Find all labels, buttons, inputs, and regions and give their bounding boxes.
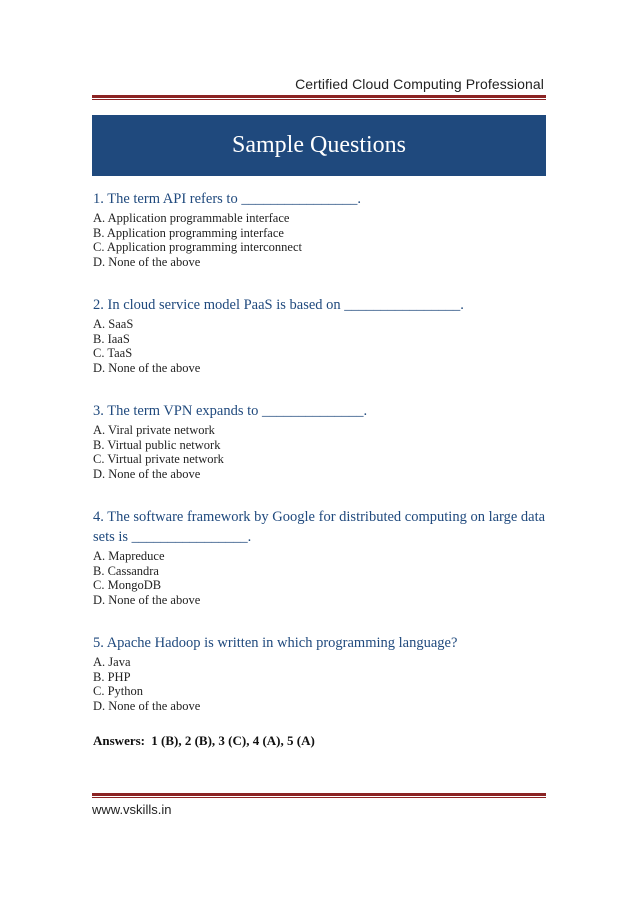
option-c: C. Virtual private network (93, 452, 224, 466)
option-a: A. Viral private network (93, 423, 215, 437)
option-b: B. Application programming interface (93, 225, 284, 240)
option-b: B. Virtual public network (93, 437, 221, 452)
option-d: D. None of the above (93, 360, 201, 375)
option-a: A. SaaS (93, 317, 134, 331)
footer-url: www.vskills.in (92, 802, 172, 817)
answers-label: Answers: (93, 733, 145, 748)
question-5 (93, 633, 553, 713)
question-1 (93, 189, 553, 269)
title-banner (92, 115, 546, 176)
option-b: B. Cassandra (93, 563, 159, 578)
option-b: B. PHP (93, 669, 131, 684)
option-c: C. Python (93, 684, 144, 698)
question-text: 1. The term API refers to ________________. (93, 191, 361, 207)
option-c: C. MongoDB (93, 578, 162, 592)
option-b: B. IaaS (93, 331, 130, 346)
question-text: 5. Apache Hadoop is written in which programming language? (93, 635, 458, 651)
page-header-title: Certified Cloud Computing Professional (295, 76, 544, 92)
option-d: D. None of the above (93, 466, 201, 481)
question-list (93, 189, 553, 739)
answer-key (93, 733, 315, 749)
answers-value: 1 (B), 2 (B), 3 (C), 4 (A), 5 (A) (151, 733, 315, 748)
option-a: A. Mapreduce (93, 549, 165, 563)
option-d: D. None of the above (93, 254, 201, 269)
question-2 (93, 295, 553, 375)
option-a: A. Application programmable interface (93, 211, 290, 225)
option-d: D. None of the above (93, 592, 201, 607)
banner-title: Sample Questions (232, 132, 406, 158)
question-text: 2. In cloud service model PaaS is based on ________________. (93, 297, 464, 313)
option-a: A. Java (93, 655, 131, 669)
option-c: C. TaaS (93, 346, 133, 360)
question-3 (93, 401, 553, 481)
option-d: D. None of the above (93, 698, 201, 713)
footer-divider (92, 793, 546, 798)
question-text: 4. The software framework by Google for distributed computing on large data sets is ________________. (93, 509, 546, 545)
header-divider (92, 95, 546, 100)
question-4 (93, 507, 553, 607)
option-c: C. Application programming interconnect (93, 240, 302, 254)
question-text: 3. The term VPN expands to ______________. (93, 403, 368, 419)
